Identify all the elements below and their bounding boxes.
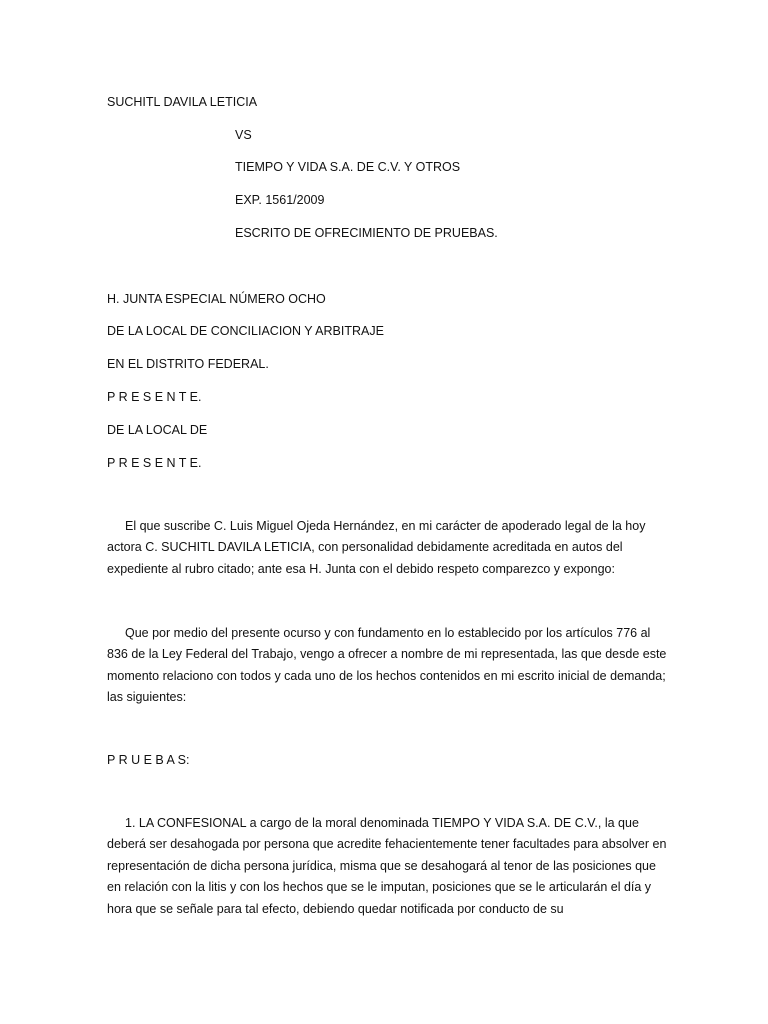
addressee-line-3: EN EL DISTRITO FEDERAL.	[107, 357, 269, 371]
body-paragraph-2-text: Que por medio del presente ocurso y con fundamento en lo establecido por los artículos 776 al 836 de la Ley Federal del Trabajo, vengo a ofrecer a nombre de mi representada, las que desde este momento relaciono con todos y cada uno de los hechos contenidos en mi escrito inicial de demanda; las siguientes:	[107, 626, 667, 705]
body-paragraph-1	[107, 516, 667, 580]
body-paragraph-3	[107, 813, 667, 920]
document-type-title: ESCRITO DE OFRECIMIENTO DE PRUEBAS.	[235, 226, 498, 240]
presente-heading-1: P R E S E N T E.	[107, 390, 202, 404]
body-paragraph-2	[107, 623, 667, 709]
addressee-line-4: DE LA LOCAL DE	[107, 423, 208, 437]
body-paragraph-1-text: El que suscribe C. Luis Miguel Ojeda Hernández, en mi carácter de apoderado legal de la hoy actora C. SUCHITL DAVILA LETICIA, con personalidad debidamente acreditada en autos del expediente al rubro citado; ante esa H. Junta con el debido respeto comparezco y expongo:	[107, 519, 646, 576]
plaintiff-name: SUCHITL DAVILA LETICIA	[107, 95, 258, 109]
expediente-number: EXP. 1561/2009	[235, 193, 325, 207]
addressee-line-1: H. JUNTA ESPECIAL NÚMERO OCHO	[107, 292, 326, 306]
versus-label: VS	[235, 128, 252, 142]
presente-heading-2: P R E S E N T E.	[107, 456, 202, 470]
body-paragraph-3-text: 1. LA CONFESIONAL a cargo de la moral denominada TIEMPO Y VIDA S.A. DE C.V., la que deberá ser desahogada por persona que acredite fehacientemente tener facultades para absolver en representación de dicha persona jurídica, misma que se desahogará al tenor de las posiciones que en relación con la litis y con los hechos que se le imputan, posiciones que se le articularán el día y hora que se señale para tal efecto, debiendo quedar notificada por conducto de su	[107, 816, 667, 916]
addressee-line-2: DE LA LOCAL DE CONCILIACION Y ARBITRAJE	[107, 324, 384, 338]
pruebas-heading: P R U E B A S:	[107, 753, 190, 767]
defendant-name: TIEMPO Y VIDA S.A. DE C.V. Y OTROS	[235, 160, 461, 174]
